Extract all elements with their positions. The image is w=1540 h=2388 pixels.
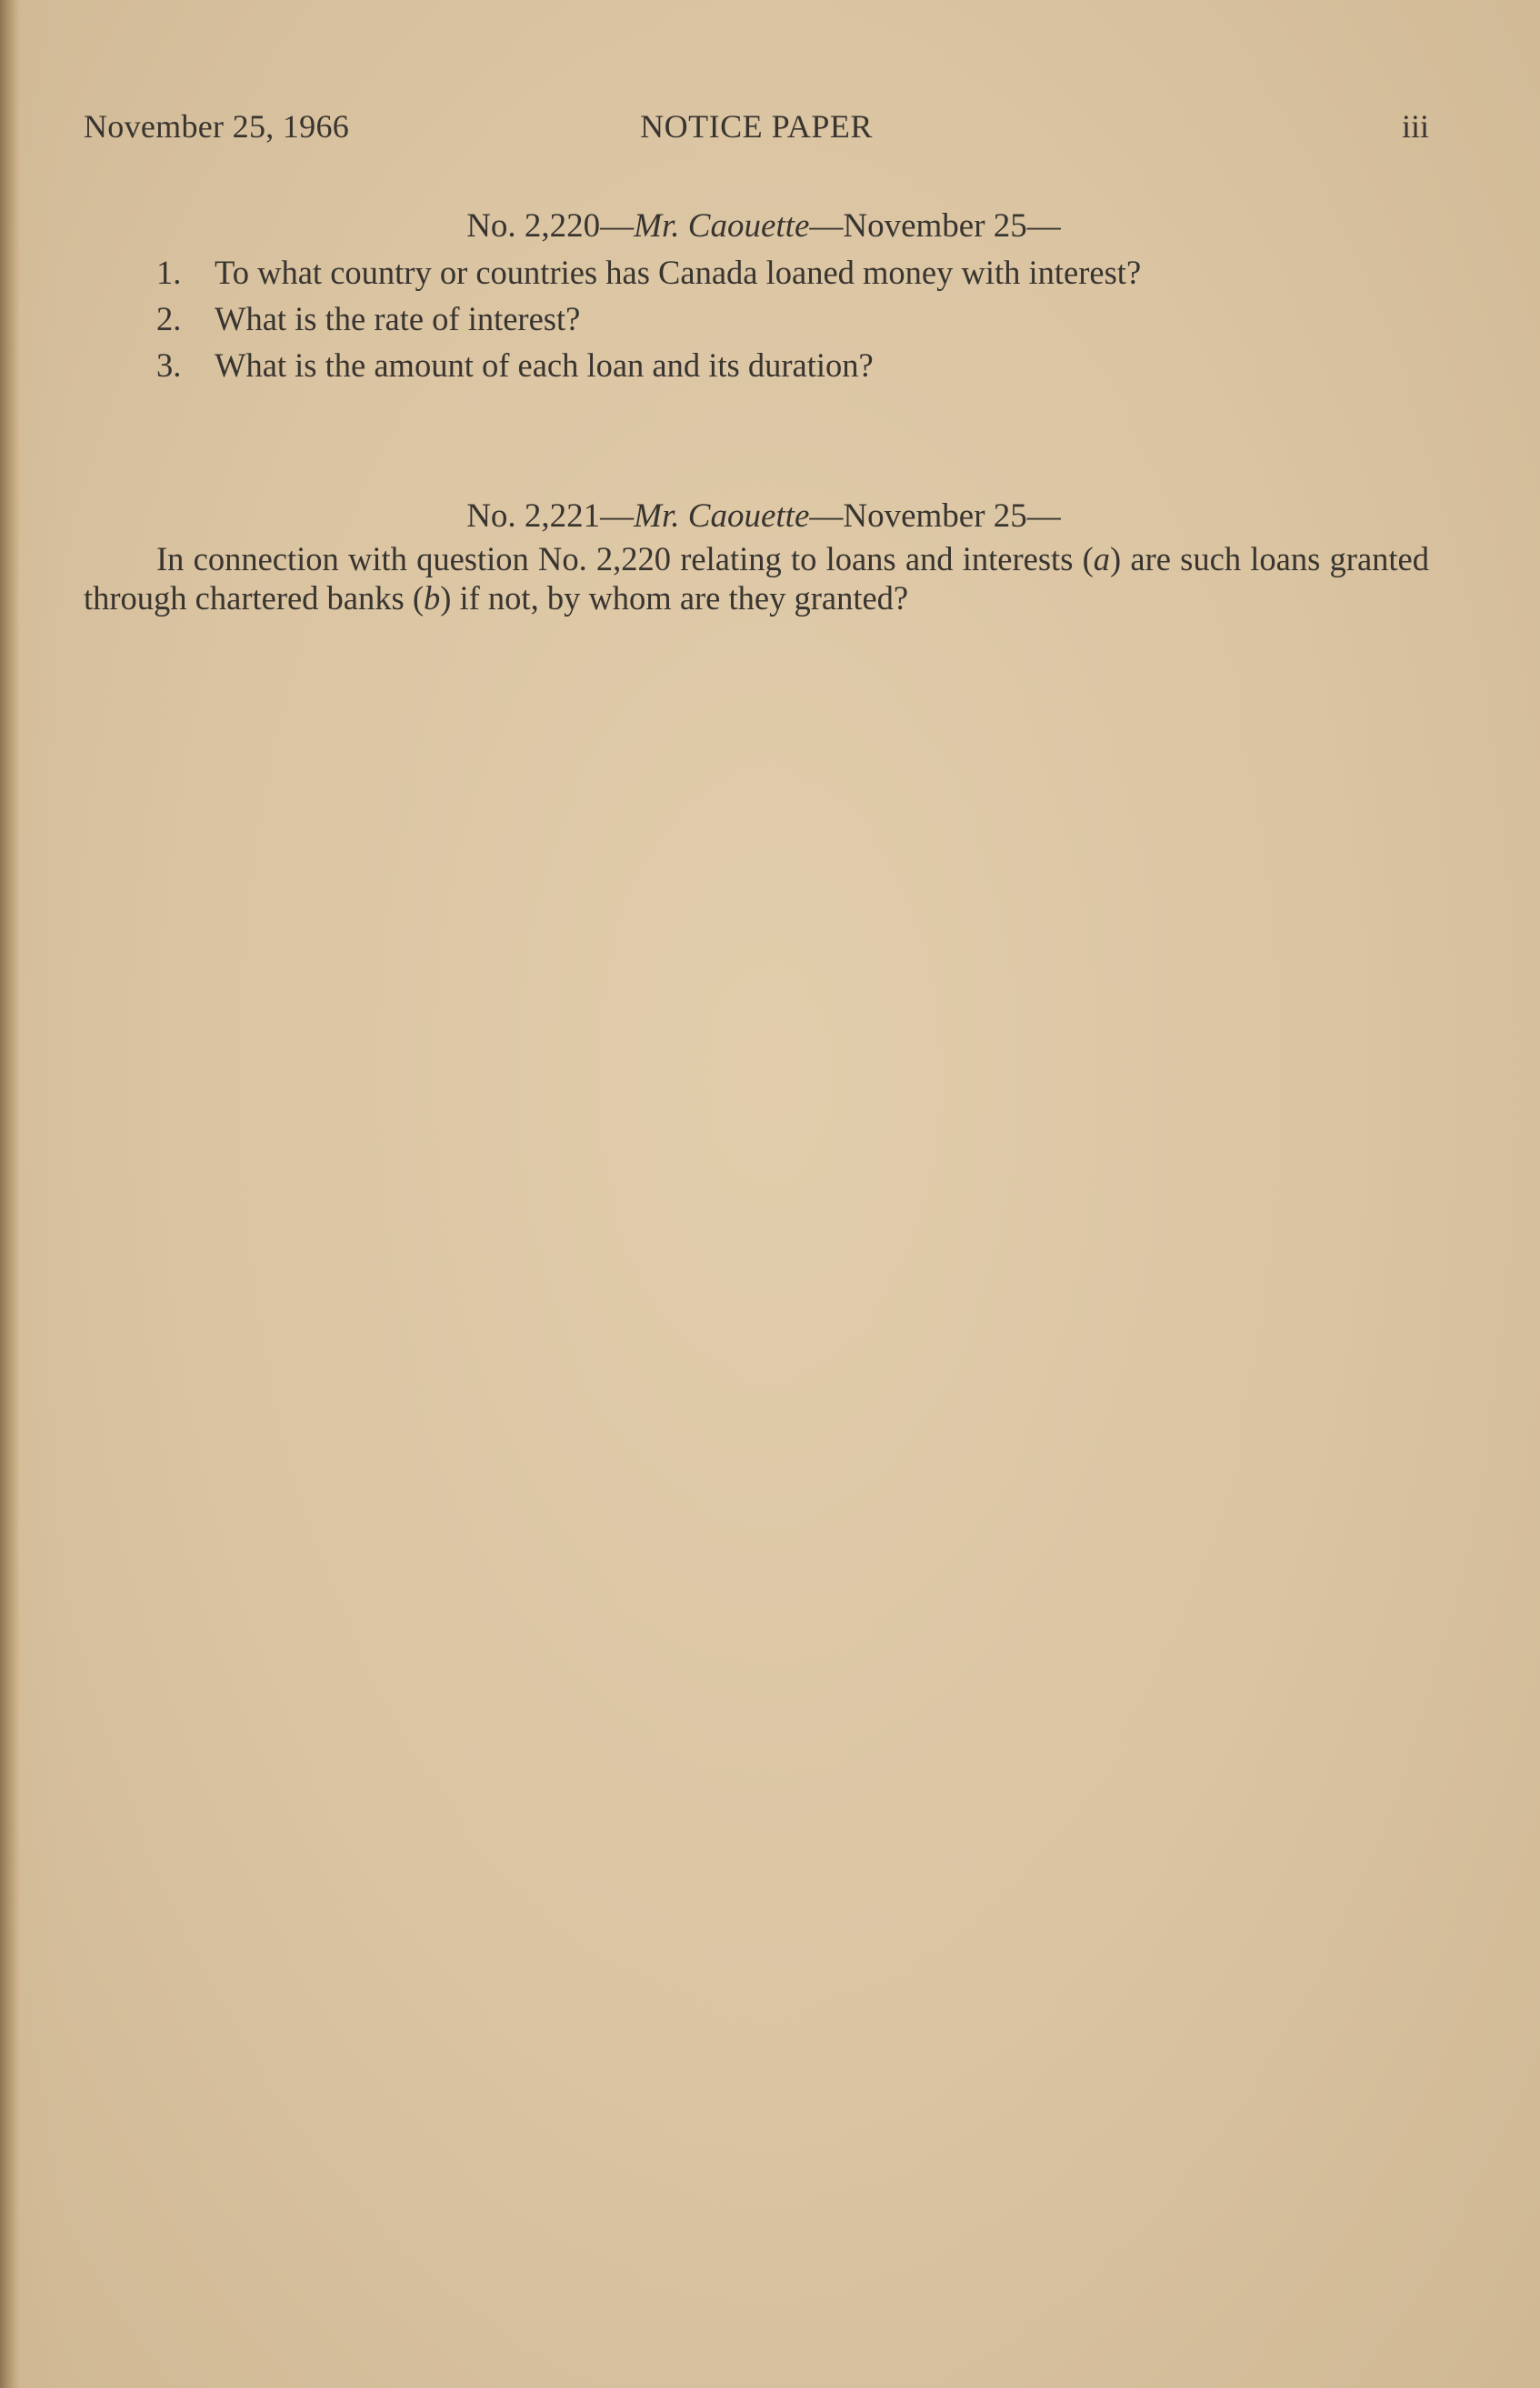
question-2221 [84, 494, 1429, 617]
heading-separator: — [600, 207, 635, 245]
question-mover: Mr. Caouette [634, 207, 810, 245]
question-mover: Mr. Caouette [634, 497, 810, 535]
paragraph-mark-b: b [423, 579, 441, 617]
question-heading [98, 204, 1429, 249]
question-date: —November 25— [809, 207, 1061, 245]
question-paragraph [84, 539, 1429, 617]
paragraph-text-part-3: ) if not, by whom are they granted? [440, 579, 909, 617]
item-number: 3. [156, 346, 182, 384]
page-header [84, 107, 1429, 153]
item-number: 2. [156, 300, 182, 337]
question-item [84, 249, 1429, 296]
question-number: No. 2,220 [466, 207, 601, 245]
paragraph-mark-a: a [1093, 540, 1111, 577]
question-item [84, 342, 1429, 388]
page-binding-edge [0, 0, 20, 2388]
header-date: November 25, 1966 [84, 108, 350, 145]
question-date: —November 25— [809, 497, 1061, 535]
header-title: NOTICE PAPER [640, 108, 873, 145]
item-text: What is the amount of each loan and its duration? [215, 346, 874, 384]
header-page-number: iii [1401, 108, 1429, 145]
item-text: To what country or countries has Canada loaned money with interest? [215, 254, 1142, 291]
question-item [84, 296, 1429, 342]
question-heading [98, 494, 1429, 539]
question-number: No. 2,221 [466, 497, 601, 535]
item-number: 1. [156, 254, 182, 291]
heading-separator: — [600, 497, 635, 535]
item-text: What is the rate of interest? [215, 300, 581, 337]
paragraph-text-part-1: In connection with question No. 2,220 relating to loans and interests ( [156, 540, 1094, 577]
question-2220 [84, 204, 1429, 388]
paragraph-text-part-2: ) are such loans granted through chartered banks ( [84, 540, 1429, 617]
